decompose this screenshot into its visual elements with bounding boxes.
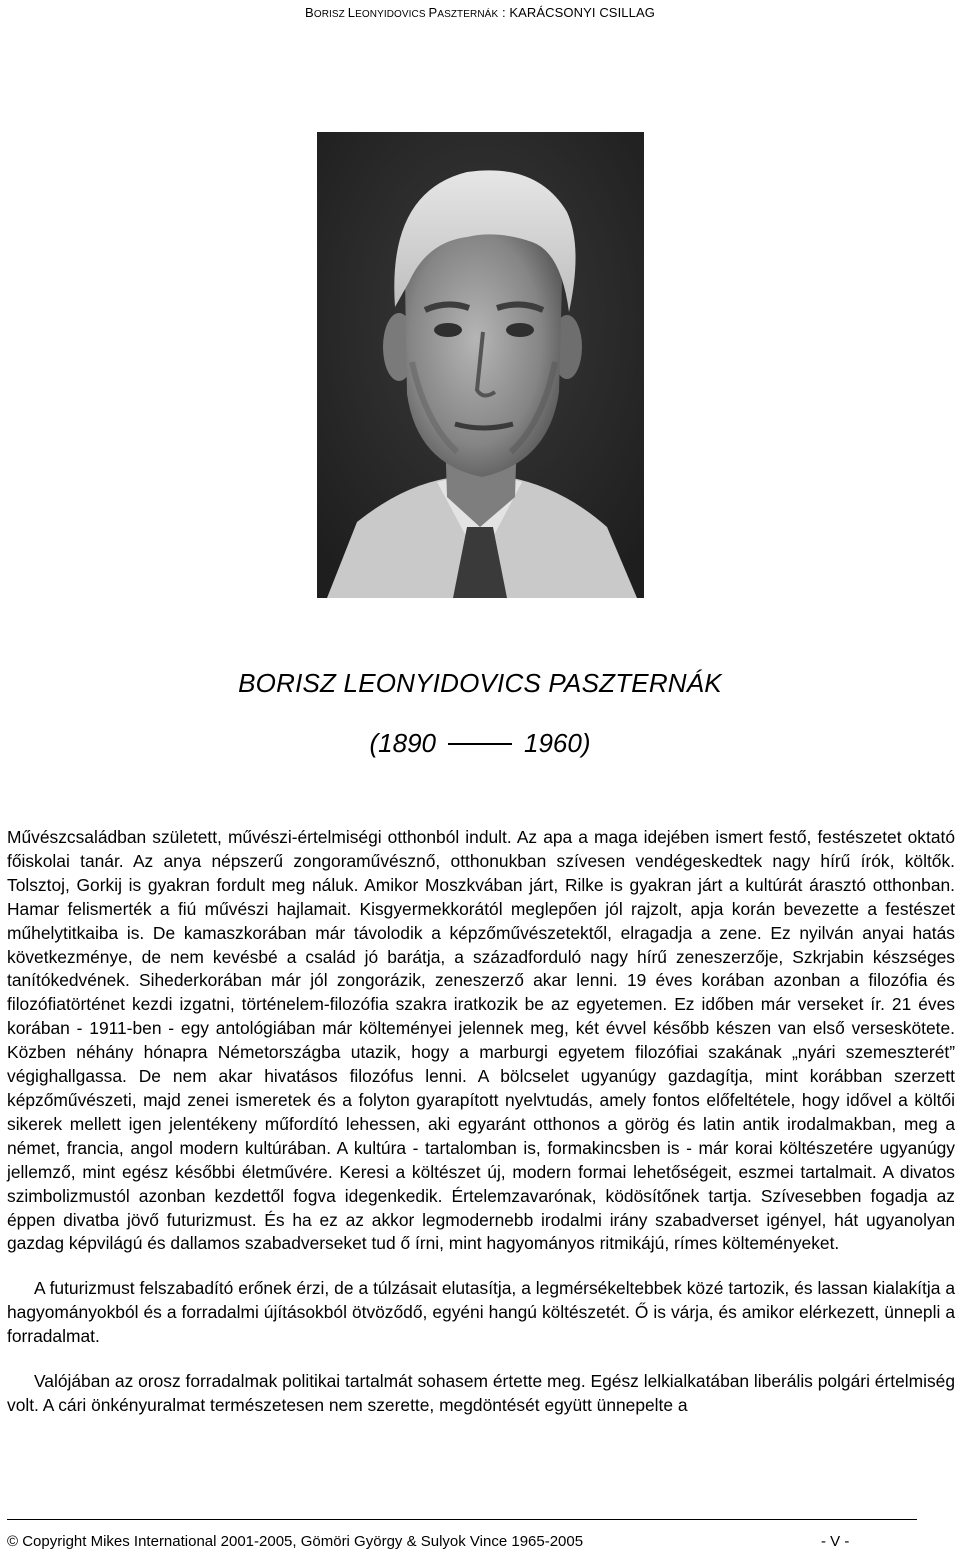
death-year: 1960) <box>524 728 591 758</box>
header-smallcaps: EONYIDOVICS <box>355 9 429 20</box>
header-initial: P <box>428 5 438 20</box>
paragraph: Művészcsaládban született, művészi-értelmiségi otthonból indult. Az apa a maga idejében ismert festő, festészetet oktató főiskolai tanár. Az anya népszerű zongoraművésznő, otthonukban szívesen vendégeskedtek nagy hírű írók, költők. Tolsztoj, Gorkij is gyakran fordult meg náluk. Amikor Moszkvában járt, Rilke is gyakran járt a kultúrát árasztó otthonban. Hamar felismerték a fiú művészi hajlamait. Kisgyermekkorától meglepően jól rajzolt, apja korán bevezette a festészet műhelytitkaiba is. De kamaszkorában már távolodik a képzőművészetektől, elragadja a zene. Ez nyilván anyai hatás következménye, de nem kevésbé a család jó barátja, a századforduló nagy hírű zeneszerzője, Szkrjabin készséges tanítókedvének. Sihederkorában már jól zongorázik, zeneszerző akar lenni. 19 éves korában azonban a filozófia és filozófiatörténet kezdi izgatni, történelem-filozófia szakra iratkozik be az egyetemen. Ez időben már verseket ír. 21 éves korában - 1911-ben - egy antológiában már költeményei jelennek meg, két évvel később készen van első verseskötete. Közben néhány hónapra Németországba utazik, hogy a marburgi egyetem filozófiai szakának „nyári szemeszterét” végighallgassa. De nem akar hivatásos filozófus lenni. A bölcselet ugyanúgy gazdagítja, mint korábban szerzett képzőművészeti, majd zenei ismeretek és a folyton gyarapított nyelvtudás, amely fontos előfeltétele, hogy idővel a költői sikerek mellett igen jelentékeny műfordító lehessen, aki egyaránt otthonos a görög és latin antik irodalmakban, meg a német, francia, angol modern kultúrában. A kultúra - tartalomban is, formakincsben is - már korai költészetére ugyanúgy jellemző, mint egész későbbi életművére. Keresi a költészet új, modern formai lehetőségeit, eszmei tartalmait. A divatos szimbolizmustól azonban kezdettől fogva idegenkedik. Értelemzavarónak, ködösítőnek tartja. Szívesebben fogadja az éppen divatba jövő futurizmust. És ha ez az akkor legmodernebb irodalmi irány szabadverset igényel, hát ugyanolyan gazdag képvilágú és dallamos szabadverseket tud ő írni, mint hagyományos ritmikájú, rímes költeményeket. <box>7 827 955 1254</box>
header-smallcaps: ORISZ <box>313 9 348 20</box>
paragraph: Valójában az orosz forradalmak politikai tartalmát sohasem értette meg. Egész lelkialkatában liberális polgári értelmiség volt. A cári önkényuralmat természetesen nem szerette, megdöntését együtt ünnepelte a <box>7 1371 955 1415</box>
header-initial: B <box>305 5 314 20</box>
birth-year: (1890 <box>369 728 436 758</box>
dates-dash <box>448 743 512 745</box>
header-smallcaps: ASZTERNÁK <box>437 9 499 20</box>
footer-divider <box>7 1519 917 1520</box>
life-dates <box>0 728 960 759</box>
copyright-text: © Copyright Mikes International 2001-2005, Gömöri György & Sulyok Vince 1965-2005 <box>7 1533 584 1550</box>
portrait-photo-icon <box>317 132 644 598</box>
page-title: BORISZ LEONYIDOVICS PASZTERNÁK <box>238 668 722 698</box>
body-text <box>7 826 955 1439</box>
header-rest: : KARÁCSONYI CSILLAG <box>498 5 655 20</box>
running-header <box>0 5 960 20</box>
portrait-photo <box>317 132 644 598</box>
header-initial: L <box>347 5 356 20</box>
page-number: - V - <box>821 1533 850 1550</box>
paragraph: A futurizmust felszabadító erőnek érzi, de a túlzásait elutasítja, a legmérsékeltebbek közé tartozik, és lassan kialakítja a hagyományokból és a forradalmi újításokból ötvöződő, egyéni hangú költészetét. Ő is várja, és amikor elérkezett, ünnepli a forradalmat. <box>7 1278 955 1347</box>
